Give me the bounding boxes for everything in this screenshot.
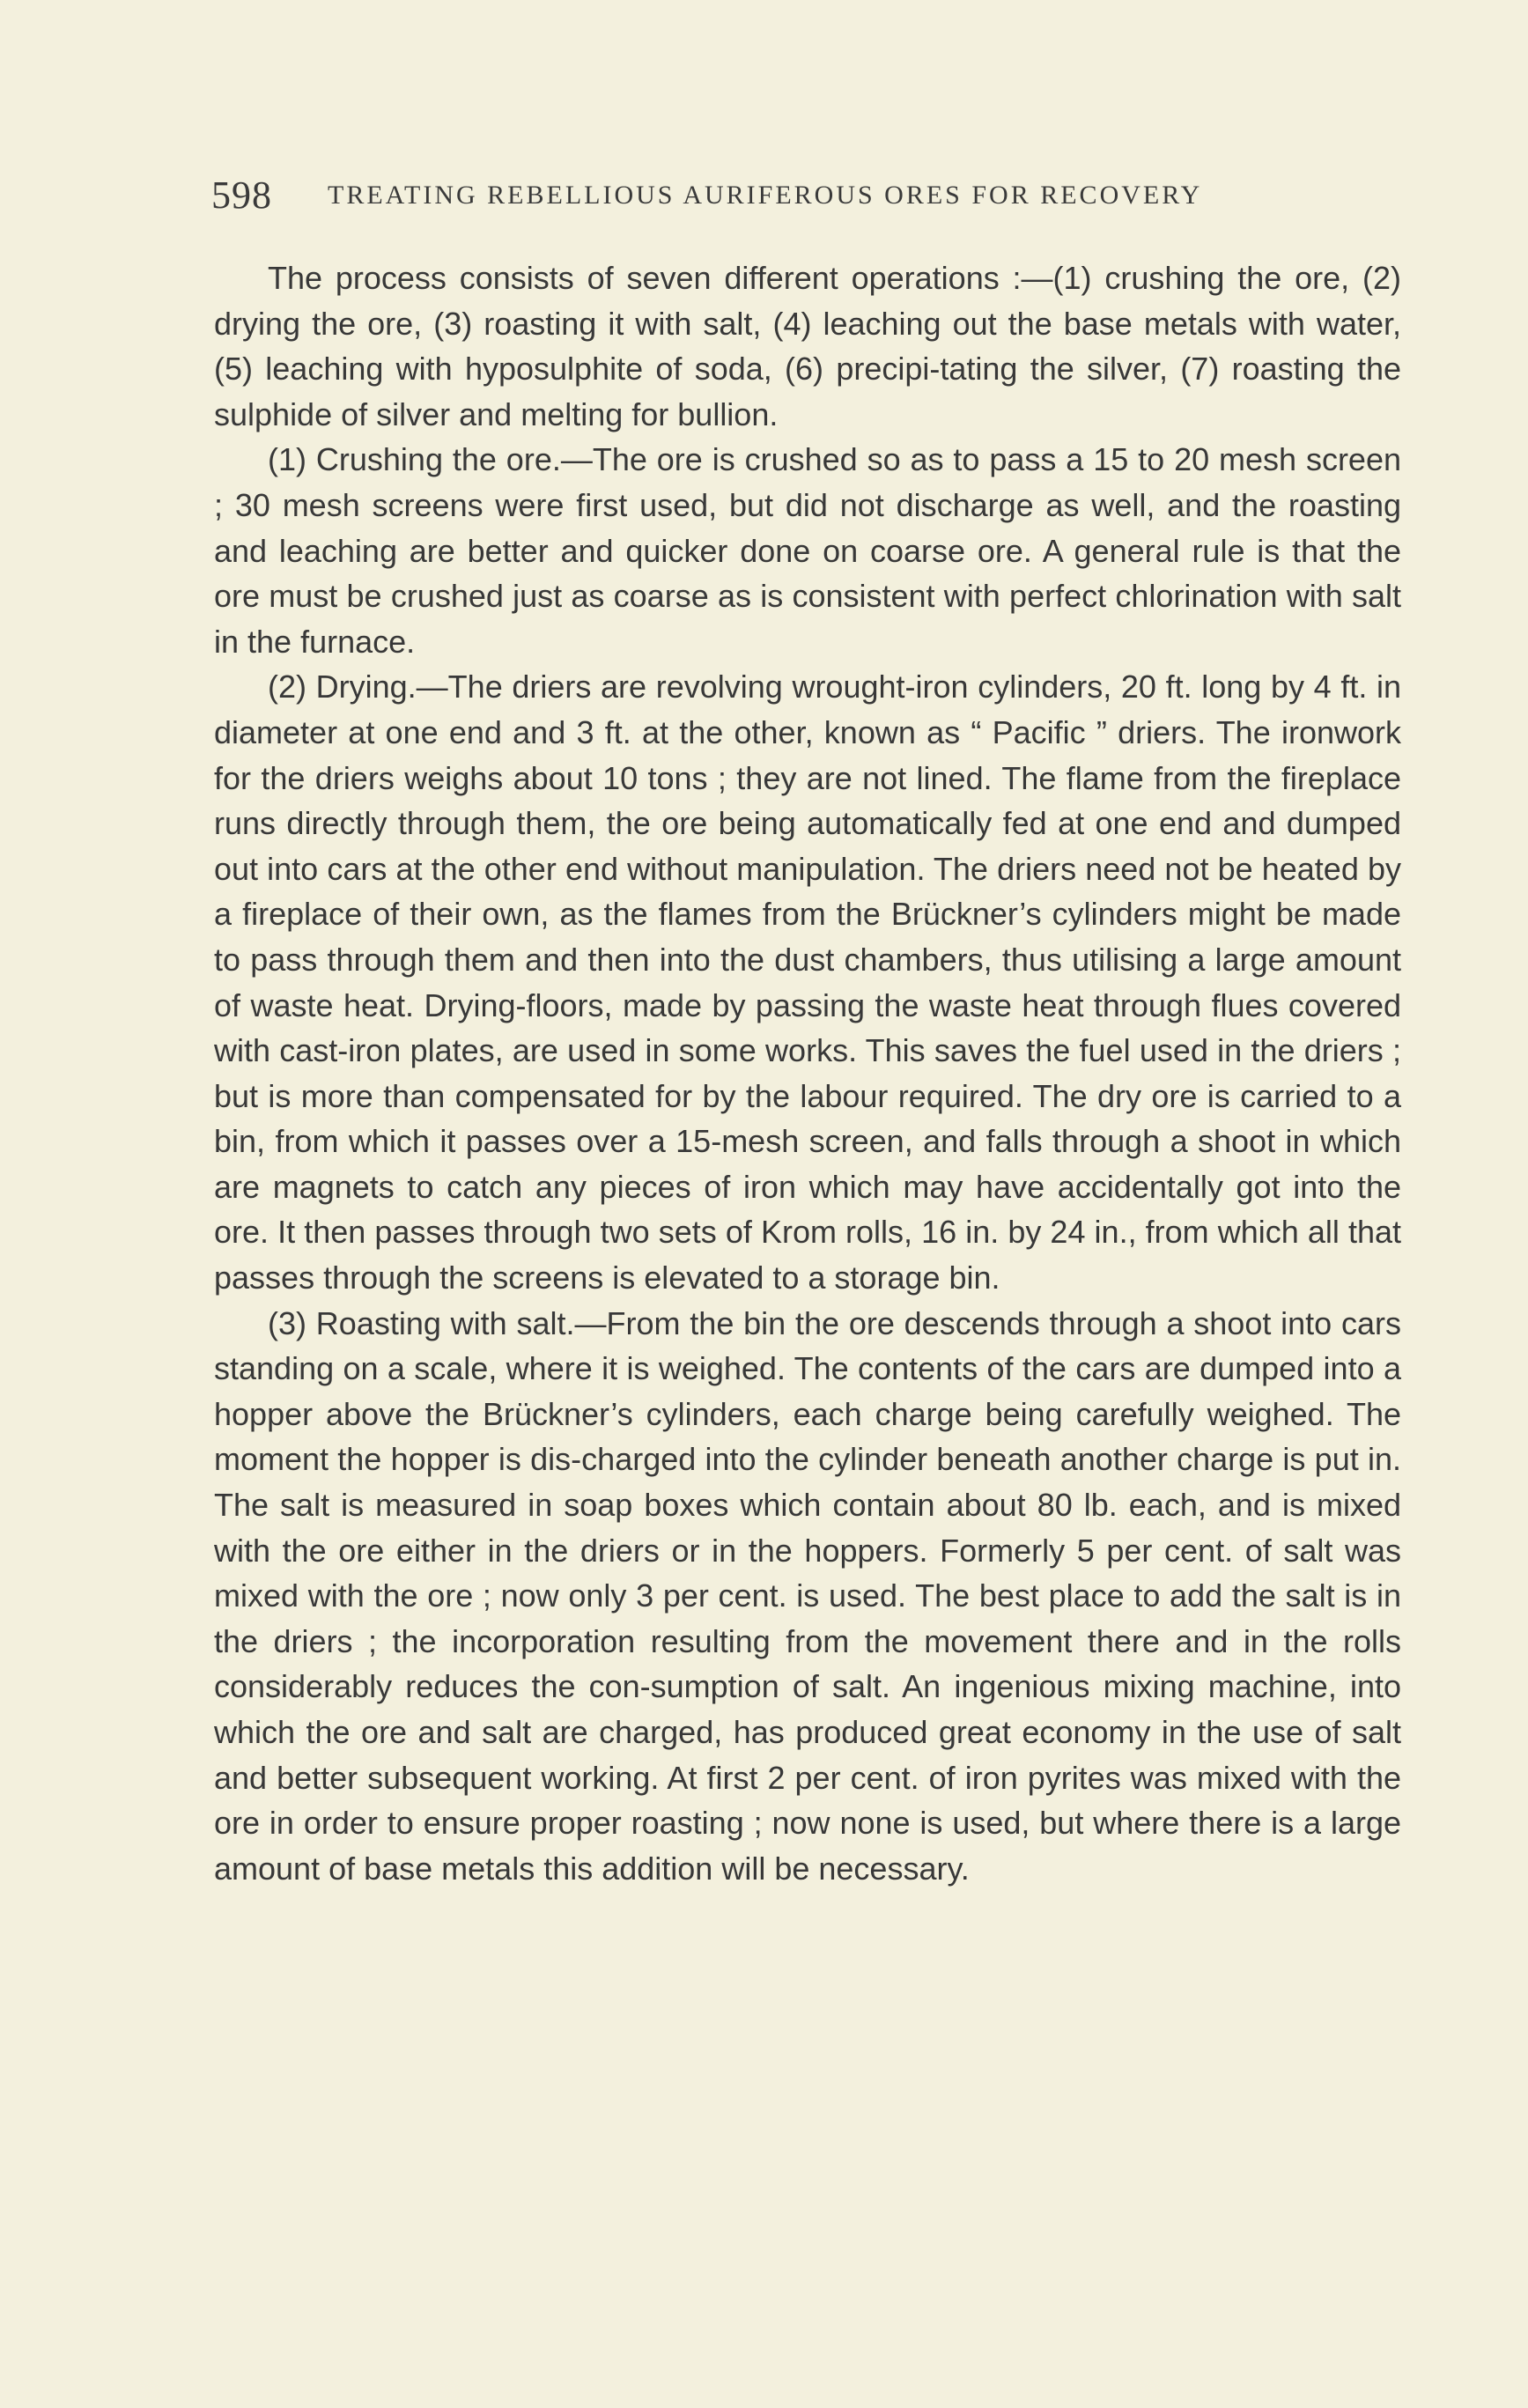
paragraph-roasting: (3) Roasting with salt.—From the bin the ore descends through a shoot into cars standing on a scale, where it is weighed. The contents of the cars are dumped into a hopper above the Brückner’s cylinders, each charge being carefully weighed. The moment the hopper is dis-charged into the cylinder beneath another charge is put in. The salt is measured in soap boxes which contain about 80 lb. each, and is mixed with the ore either in the driers or in the hoppers. Formerly 5 per cent. of salt was mixed with the ore ; now only 3 per cent. is used. The best place to add the salt is in the driers ; the incorporation resulting from the movement there and in the rolls considerably reduces the con-sumption of salt. An ingenious mixing machine, into which the ore and salt are charged, has produced great economy in the use of salt and better subsequent working. At first 2 per cent. of iron pyrites was mixed with the ore in order to ensure proper roasting ; now none is used, but where there is a large amount of base metals this addition will be necessary. (214, 1304, 1401, 1887)
page-number: 598 (211, 174, 272, 217)
running-title: TREATING REBELLIOUS AURIFEROUS ORES FOR RECOVERY (328, 181, 1203, 210)
body-text (214, 255, 1401, 1891)
running-head (211, 173, 1347, 218)
paragraph-drying: (2) Drying.—The driers are revolving wrought-iron cylinders, 20 ft. long by 4 ft. in diameter at one end and 3 ft. at the other, known as “ Pacific ” driers. The ironwork for the driers weighs about 10 tons ; they are not lined. The flame from the fireplace runs directly through them, the ore being automatically fed at one end and dumped out into cars at the other end without manipulation. The driers need not be heated by a fireplace of their own, as the flames from the Brückner’s cylinders might be made to pass through them and then into the dust chambers, thus utilising a large amount of waste heat. Drying-floors, made by passing the waste heat through flues covered with cast-iron plates, are used in some works. This saves the fuel used in the driers ; but is more than compensated for by the labour required. The dry ore is carried to a bin, from which it passes over a 15-mesh screen, and falls through a shoot in which are magnets to catch any pieces of iron which may have accidentally got into the ore. It then passes through two sets of Krom rolls, 16 in. by 24 in., from which all that passes through the screens is elevated to a storage bin. (214, 668, 1401, 1296)
paragraph-crushing: (1) Crushing the ore.—The ore is crushed so as to pass a 15 to 20 mesh screen ; 30 mesh screens were first used, but did not discharge as well, and the roasting and leaching are better and quicker done on coarse ore. A general rule is that the ore must be crushed just as coarse as is consistent with perfect chlorination with salt in the furnace. (214, 441, 1401, 660)
paragraph-process-overview: The process consists of seven different operations :—(1) crushing the ore, (2) drying the ore, (3) roasting it with salt, (4) leaching out the base metals with water, (5) leaching with hyposulphite of soda, (6) precipi-tating the silver, (7) roasting the sulphide of silver and melting for bullion. (214, 260, 1401, 432)
